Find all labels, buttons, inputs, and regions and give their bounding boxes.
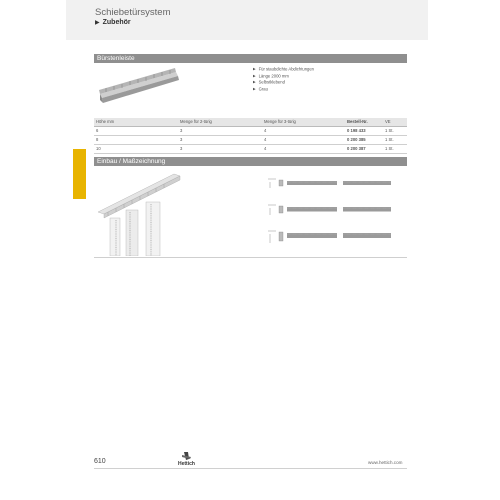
arrow-icon: ▶	[95, 20, 100, 26]
page-number: 610	[94, 458, 106, 465]
order-table	[94, 118, 407, 154]
col-header-qty-2: Menge für 2-türig	[180, 119, 212, 124]
installation-drawing	[96, 168, 186, 256]
col-header-order-no: Bestell-Nr.	[347, 119, 368, 124]
subtitle-text: Zubehör	[102, 19, 131, 26]
footer-divider	[94, 468, 407, 469]
col-header-height: Höhe mm	[96, 119, 115, 124]
section-header-install: Einbau / Maßzeichnung	[94, 157, 407, 166]
cell-order-no: 0 198 433	[347, 128, 366, 133]
page-subtitle	[95, 19, 131, 26]
col-header-qty-3: Menge für 3-türig	[264, 119, 296, 124]
cell-qty-2: 3	[180, 137, 183, 142]
cell-qty-2: 3	[180, 146, 183, 151]
cell-qty-3: 4	[264, 128, 267, 133]
feature-item: ▶ Grau	[253, 86, 314, 93]
section-divider	[94, 257, 407, 258]
feature-list	[253, 66, 314, 92]
website-url: www.hettich.com	[368, 460, 403, 465]
cell-height: 6	[96, 128, 99, 133]
cell-height: 10	[96, 146, 101, 151]
cell-order-no: 0 200 385	[347, 137, 366, 142]
cell-qty-2: 3	[180, 128, 183, 133]
cell-qty-3: 4	[264, 137, 267, 142]
brush-strip-image	[96, 64, 184, 110]
cell-order-no: 0 200 387	[347, 146, 366, 151]
table-row	[94, 145, 407, 154]
dimension-drawings	[262, 176, 408, 248]
col-header-unit: VE	[385, 119, 391, 124]
chapter-tab	[73, 149, 86, 199]
feature-item: ▶ Selbstklebend	[253, 79, 314, 86]
table-row	[94, 136, 407, 145]
cell-unit: 1 St.	[385, 137, 394, 142]
cell-unit: 1 St.	[385, 146, 394, 151]
page-title: Schiebetürsystem	[95, 7, 171, 18]
table-header-row	[94, 118, 407, 127]
cell-qty-3: 4	[264, 146, 267, 151]
cell-height: 8	[96, 137, 99, 142]
table-row	[94, 127, 407, 136]
cell-unit: 1 St.	[385, 128, 394, 133]
brand-logo-text: Hettich	[178, 461, 195, 467]
feature-item: ▶ Für staubdichte Abdichtungen	[253, 66, 314, 73]
feature-item: ▶ Länge 2000 mm	[253, 73, 314, 80]
section-header-product: Bürstenleiste	[94, 54, 407, 63]
